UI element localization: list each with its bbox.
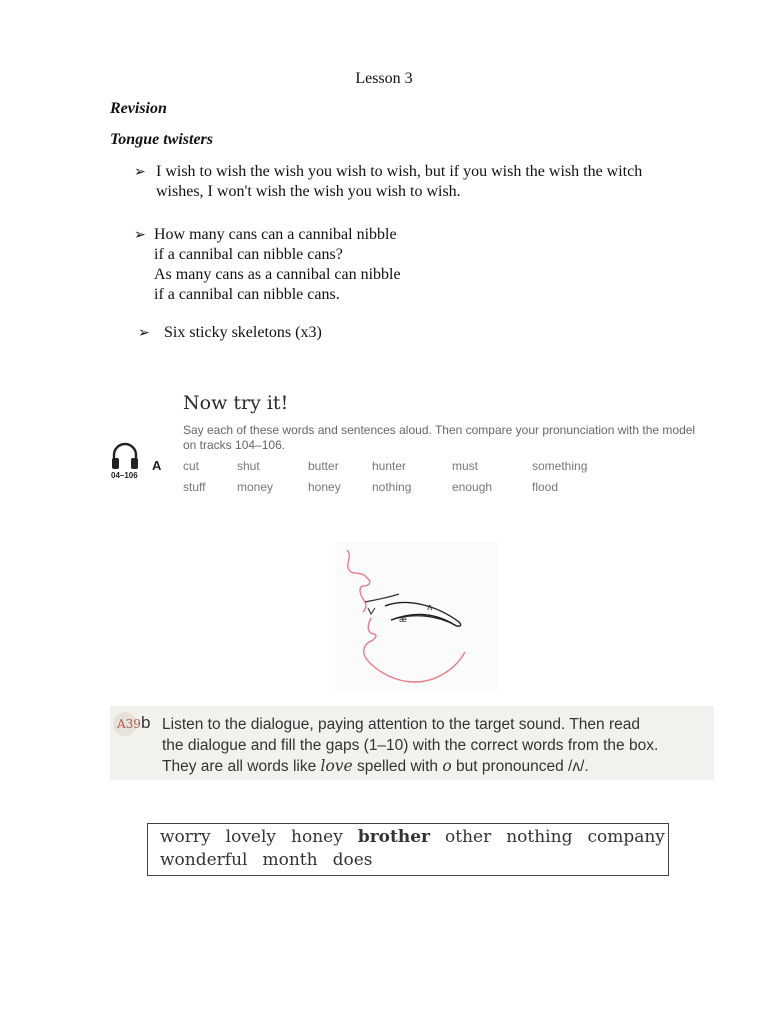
exercise-b-line-1: Listen to the dialogue, paying attention to the target sound. Then read [162,716,640,733]
box-word: company [587,827,665,847]
word-cell: honey [308,480,341,494]
twister-3 [138,323,322,343]
twister-3-line-1: Six sticky skeletons (x3) [164,324,322,341]
box-word: worry [160,827,211,847]
twister-2-line-4: if a cannibal can nibble cans. [154,286,340,303]
lesson-title: Lesson 3 [355,70,413,87]
box-word: lovely [225,827,277,847]
word-cell: enough [452,480,493,494]
exercise-b-instructions [162,714,712,777]
exercise-b-line-3 [162,756,712,777]
now-try-title: Now try it! [183,392,289,414]
word-box-words [160,826,665,872]
word-cell: stuff [183,480,206,494]
word-row-2 [183,480,622,501]
line3-pre: They are all words like [162,758,321,775]
twister-2-line-2: if a cannibal can nibble cans? [154,246,343,263]
section-letter-a: A [152,458,162,473]
twister-1-line-1: I wish to wish the wish you wish to wish, but if you wish the wish the witch [156,163,643,180]
word-grid [183,459,622,501]
audio-track-code: A39 [117,717,141,731]
mouth-diagram [335,542,498,692]
box-word: honey [291,827,343,847]
twister-1 [134,162,724,202]
headphones-icon [110,440,140,472]
word-cell: shut [237,459,260,473]
box-word: other [445,827,492,847]
exercise-b-line-2: the dialogue and fill the gaps (1–10) with the correct words from the box. [162,737,659,754]
word-love: love [320,757,353,775]
ae-label: æ [399,615,407,624]
box-word: nothing [506,827,573,847]
exercise-letter: b [141,713,151,732]
box-word: brother [357,827,431,847]
word-cell: something [532,459,588,473]
word-cell: cut [183,459,200,473]
twister-2-line-1: How many cans can a cannibal nibble [154,226,397,243]
arrow-bullet-icon: ➢ [134,227,146,243]
letter-o: o [442,757,452,775]
revision-heading: Revision [110,100,167,117]
twister-2 [134,225,724,305]
box-word: month [262,850,318,870]
word-cell: must [452,459,479,473]
word-cell: butter [308,459,339,473]
now-try-instructions: Say each of these words and sentences aloud. Then compare your pronunciation with the model on tracks 104–106. [183,423,696,452]
word-cell: flood [532,480,559,494]
box-word: wonderful [160,850,248,870]
twister-1-line-2: wishes, I won't wish the wish you wish to wish. [156,183,461,200]
box-word: does [332,850,373,870]
word-cell: money [237,480,274,494]
word-cell: nothing [372,480,412,494]
line3-post: but pronounced /ʌ/. [451,758,589,775]
arrow-bullet-icon: ➢ [134,164,146,180]
twister-2-line-3: As many cans as a cannibal can nibble [154,266,401,283]
tongue-twisters-heading: Tongue twisters [110,131,213,148]
word-row-1 [183,459,622,480]
track-number: 04–106 [111,471,138,480]
line3-mid: spelled with [352,758,443,775]
word-cell: hunter [372,459,407,473]
arrow-bullet-icon: ➢ [138,325,150,341]
wedge-label: ʌ [427,603,433,613]
